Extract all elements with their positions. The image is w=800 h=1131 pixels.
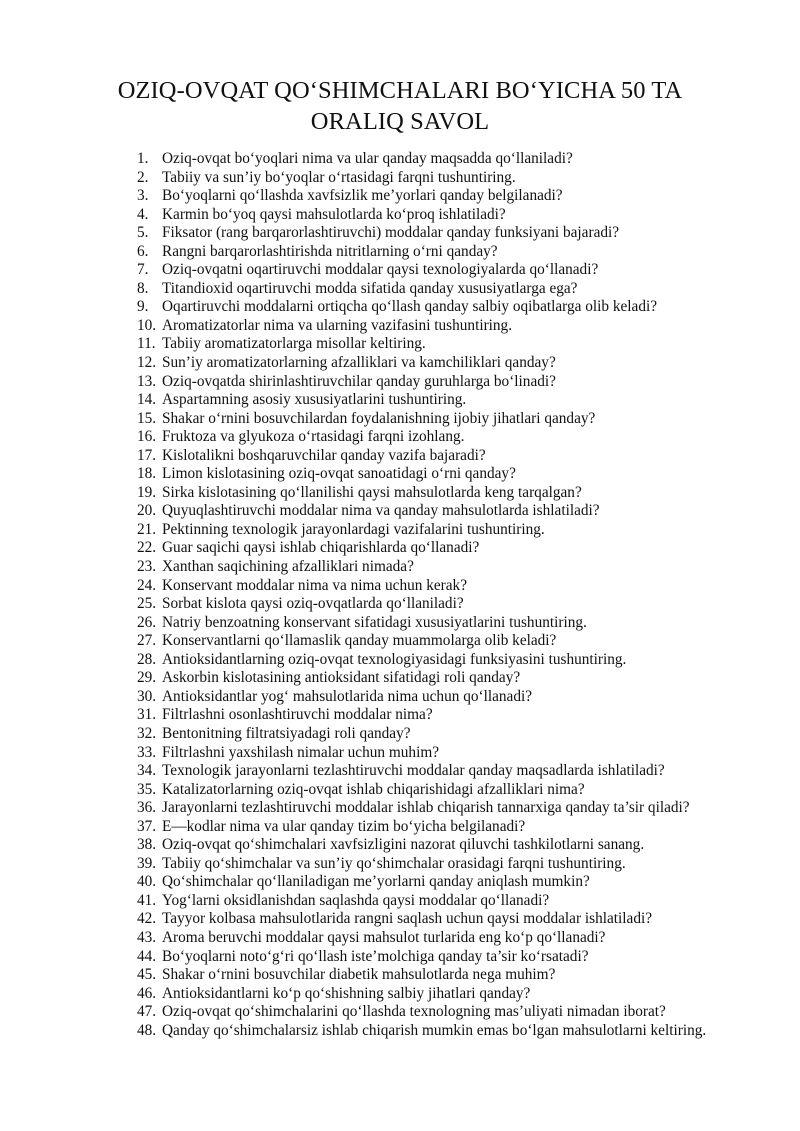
question-number: 40.	[137, 873, 157, 891]
list-item	[0, 317, 800, 336]
question-number: 29.	[137, 669, 157, 687]
list-item	[0, 243, 800, 262]
question-text: Quyuqlashtiruvchi moddalar nima va qanday mahsulotlarda ishlatiladi?	[162, 502, 600, 520]
question-number: 14.	[137, 391, 157, 409]
list-item	[0, 855, 800, 874]
list-item	[0, 1022, 800, 1041]
question-text: Antioksidantlarni ko‘p qo‘shishning salbiy jihatlari qanday?	[162, 984, 531, 1002]
question-number: 6.	[137, 242, 149, 260]
list-item	[0, 836, 800, 855]
question-number: 30.	[137, 687, 157, 705]
question-number: 45.	[137, 966, 157, 984]
question-text: Sorbat kislota qaysi oziq-ovqatlarda qo‘llaniladi?	[162, 595, 464, 613]
question-number: 9.	[137, 298, 149, 316]
list-item	[0, 502, 800, 521]
question-text: Oqartiruvchi moddalarni ortiqcha qo‘llash qanday salbiy oqibatlarga olib keladi?	[162, 298, 658, 316]
question-number: 34.	[137, 762, 157, 780]
question-number: 23.	[137, 558, 157, 576]
question-text: Texnologik jarayonlarni tezlashtiruvchi moddalar qanday maqsadlarda ishlatiladi?	[162, 762, 665, 780]
question-number: 35.	[137, 780, 157, 798]
question-number: 46.	[137, 984, 157, 1002]
list-item	[0, 781, 800, 800]
list-item	[0, 335, 800, 354]
question-number: 31.	[137, 706, 157, 724]
question-text: Katalizatorlarning oziq-ovqat ishlab chiqarishidagi afzalliklari nima?	[162, 780, 585, 798]
list-item	[0, 762, 800, 781]
list-item	[0, 391, 800, 410]
question-text: Shakar o‘rnini bosuvchilar diabetik mahsulotlarda nega muhim?	[162, 966, 556, 984]
question-number: 42.	[137, 910, 157, 928]
question-text: Tabiiy qo‘shimchalar va sun’iy qo‘shimchalar orasidagi farqni tushuntiring.	[162, 854, 626, 872]
question-number: 12.	[137, 354, 157, 372]
list-item	[0, 558, 800, 577]
question-text: Qo‘shimchalar qo‘llaniladigan me’yorlarni qanday aniqlash mumkin?	[162, 873, 590, 891]
question-number: 44.	[137, 947, 157, 965]
question-text: Konservantlarni qo‘llamaslik qanday muammolarga olib keladi?	[162, 632, 557, 650]
question-text: Aroma beruvchi moddalar qaysi mahsulot turlarida eng ko‘p qo‘llanadi?	[162, 928, 606, 946]
question-text: Guar saqichi qaysi ishlab chiqarishlarda qo‘llanadi?	[162, 539, 480, 557]
question-number: 4.	[137, 205, 149, 223]
question-text: Natriy benzoatning konservant sifatidagi xususiyatlarini tushuntiring.	[162, 613, 587, 631]
list-item	[0, 706, 800, 725]
question-number: 24.	[137, 576, 157, 594]
question-text: Filtrlashni osonlashtiruvchi moddalar nima?	[162, 706, 433, 724]
list-item	[0, 373, 800, 392]
list-item	[0, 948, 800, 967]
question-number: 25.	[137, 595, 157, 613]
question-text: Sun’iy aromatizatorlarning afzalliklari va kamchiliklari qanday?	[162, 354, 556, 372]
question-text: Fiksator (rang barqarorlashtiruvchi) moddalar qanday funksiyani bajaradi?	[162, 224, 620, 242]
question-number: 32.	[137, 724, 157, 742]
question-text: Pektinning texnologik jarayonlardagi vazifalarini tushuntiring.	[162, 520, 545, 538]
list-item	[0, 428, 800, 447]
question-text: Xanthan saqichining afzalliklari nimada?	[162, 558, 414, 576]
list-item	[0, 150, 800, 169]
list-item	[0, 484, 800, 503]
question-number: 36.	[137, 799, 157, 817]
title-line-1: OZIQ-OVQAT QO‘SHIMCHALARI BO‘YICHA 50 TA	[117, 77, 683, 104]
list-item	[0, 521, 800, 540]
list-item	[0, 261, 800, 280]
question-number: 8.	[137, 279, 149, 297]
question-text: Antioksidantlar yog‘ mahsulotlarida nima uchun qo‘llanadi?	[162, 687, 533, 705]
question-number: 48.	[137, 1021, 157, 1039]
question-number: 11.	[137, 335, 156, 353]
list-item	[0, 595, 800, 614]
question-number: 7.	[137, 261, 149, 279]
question-text: Limon kislotasining oziq-ovqat sanoatidagi o‘rni qanday?	[162, 465, 516, 483]
list-item	[0, 354, 800, 373]
list-item	[0, 873, 800, 892]
question-number: 16.	[137, 428, 157, 446]
question-text: Askorbin kislotasining antioksidant sifatidagi roli qanday?	[162, 669, 521, 687]
question-number: 41.	[137, 891, 157, 909]
question-text: Titandioxid oqartiruvchi modda sifatida qanday xususiyatlarga ega?	[162, 279, 578, 297]
question-text: Filtrlashni yaxshilash nimalar uchun muhim?	[162, 743, 440, 761]
question-number: 47.	[137, 1003, 157, 1021]
list-item	[0, 206, 800, 225]
list-item	[0, 818, 800, 837]
question-number: 10.	[137, 316, 157, 334]
question-text: Antioksidantlarning oziq-ovqat texnologiyasidagi funksiyasini tushuntiring.	[162, 650, 627, 668]
question-text: Karmin bo‘yoq qaysi mahsulotlarda ko‘proq ishlatiladi?	[162, 205, 506, 223]
list-item	[0, 577, 800, 596]
list-item	[0, 298, 800, 317]
question-text: Oziq-ovqat bo‘yoqlari nima va ular qanday maqsadda qo‘llaniladi?	[162, 150, 573, 167]
question-text: Jarayonlarni tezlashtiruvchi moddalar ishlab chiqarish tannarxiga qanday ta’sir qiladi?	[162, 799, 690, 817]
question-text: Aspartamning asosiy xususiyatlarini tushuntiring.	[162, 391, 467, 409]
question-number: 5.	[137, 224, 149, 242]
question-number: 21.	[137, 520, 157, 538]
question-number: 2.	[137, 168, 149, 186]
question-text: Rangni barqarorlashtirishda nitritlarning o‘rni qanday?	[162, 242, 498, 260]
list-item	[0, 539, 800, 558]
list-item	[0, 688, 800, 707]
list-item	[0, 280, 800, 299]
question-number: 18.	[137, 465, 157, 483]
question-list	[0, 150, 800, 1040]
question-text: Qanday qo‘shimchalarsiz ishlab chiqarish mumkin emas bo‘lgan mahsulotlarni keltiring.	[162, 1021, 707, 1039]
question-text: Tabiiy aromatizatorlarga misollar keltiring.	[162, 335, 426, 353]
list-item	[0, 465, 800, 484]
question-text: Sirka kislotasining qo‘llanilishi qaysi mahsulotlarda keng tarqalgan?	[162, 483, 582, 501]
question-number: 27.	[137, 632, 157, 650]
question-number: 20.	[137, 502, 157, 520]
question-number: 15.	[137, 409, 157, 427]
question-text: Bentonitning filtratsiyadagi roli qanday?	[162, 724, 411, 742]
question-number: 33.	[137, 743, 157, 761]
question-text: Kislotalikni boshqaruvchilar qanday vazifa bajaradi?	[162, 446, 486, 464]
question-number: 39.	[137, 854, 157, 872]
list-item	[0, 985, 800, 1004]
list-item	[0, 410, 800, 429]
question-text: Bo‘yoqlarni qo‘llashda xavfsizlik me’yorlari qanday belgilanadi?	[162, 187, 563, 205]
question-text: Tabiiy va sun’iy bo‘yoqlar o‘rtasidagi farqni tushuntiring.	[162, 168, 516, 186]
list-item	[0, 651, 800, 670]
list-item	[0, 447, 800, 466]
list-item	[0, 632, 800, 651]
question-text: Bo‘yoqlarni noto‘g‘ri qo‘llash iste’molchiga qanday ta’sir ko‘rsatadi?	[162, 947, 589, 965]
question-number: 43.	[137, 928, 157, 946]
question-text: Oziq-ovqatda shirinlashtiruvchilar qanday guruhlarga bo‘linadi?	[162, 372, 556, 390]
question-number: 28.	[137, 650, 157, 668]
list-item	[0, 910, 800, 929]
title-line-2: ORALIQ SAVOL	[310, 108, 490, 135]
list-item	[0, 669, 800, 688]
question-number: 13.	[137, 372, 157, 390]
list-item	[0, 725, 800, 744]
list-item	[0, 224, 800, 243]
question-number: 1.	[137, 150, 149, 167]
list-item	[0, 744, 800, 763]
question-text: Oziq-ovqat qo‘shimchalarini qo‘llashda texnologning mas’uliyati nimadan iborat?	[162, 1003, 666, 1021]
list-item	[0, 929, 800, 948]
question-number: 17.	[137, 446, 157, 464]
question-number: 38.	[137, 836, 157, 854]
question-number: 22.	[137, 539, 157, 557]
list-item	[0, 892, 800, 911]
question-text: Konservant moddalar nima va nima uchun kerak?	[162, 576, 467, 594]
question-number: 26.	[137, 613, 157, 631]
list-item	[0, 614, 800, 633]
question-text: Fruktoza va glyukoza o‘rtasidagi farqni izohlang.	[162, 428, 465, 446]
question-text: Oziq-ovqatni oqartiruvchi moddalar qaysi texnologiyalarda qo‘llanadi?	[162, 261, 599, 279]
list-item	[0, 966, 800, 985]
list-item	[0, 1003, 800, 1022]
question-text: Tayyor kolbasa mahsulotlarida rangni saqlash uchun qaysi moddalar ishlatiladi?	[162, 910, 653, 928]
document-title	[60, 75, 740, 137]
question-number: 3.	[137, 187, 149, 205]
list-item	[0, 187, 800, 206]
list-item	[0, 169, 800, 188]
list-item	[0, 799, 800, 818]
question-text: Aromatizatorlar nima va ularning vazifasini tushuntiring.	[162, 316, 513, 334]
question-text: E—kodlar nima va ular qanday tizim bo‘yicha belgilanadi?	[162, 817, 526, 835]
question-number: 19.	[137, 483, 157, 501]
question-text: Yog‘larni oksidlanishdan saqlashda qaysi moddalar qo‘llanadi?	[162, 891, 550, 909]
question-text: Oziq-ovqat qo‘shimchalari xavfsizligini nazorat qiluvchi tashkilotlarni sanang.	[162, 836, 645, 854]
question-text: Shakar o‘rnini bosuvchilardan foydalanishning ijobiy jihatlari qanday?	[162, 409, 596, 427]
question-number: 37.	[137, 817, 157, 835]
